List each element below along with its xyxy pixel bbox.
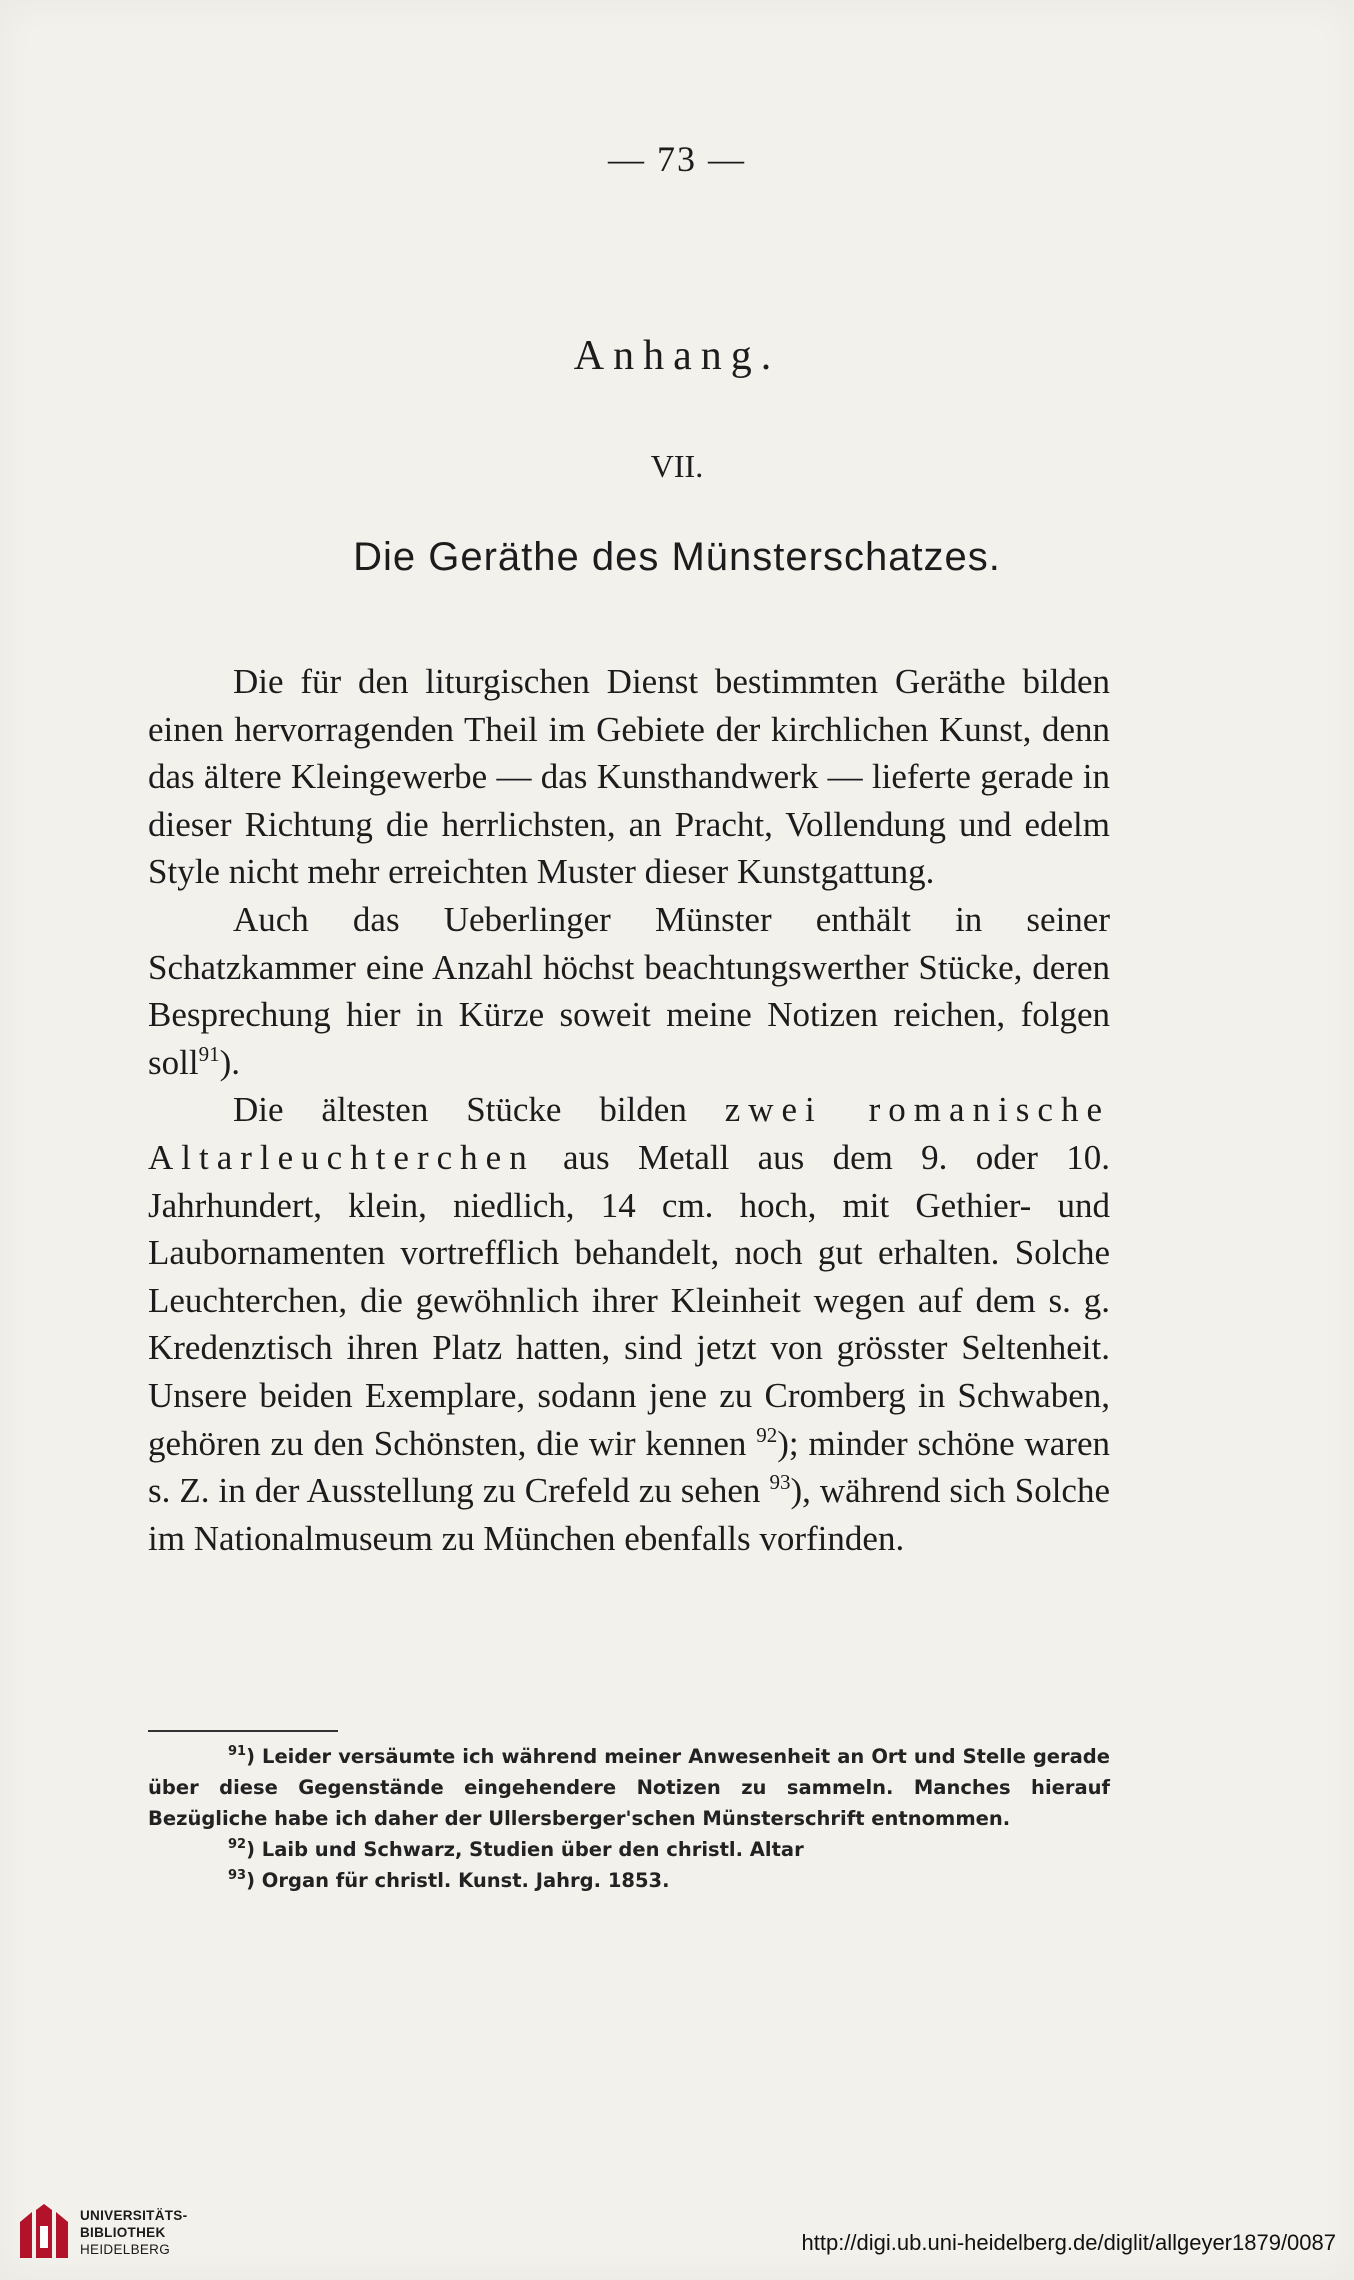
footnote-ref[interactable]: 92 [756,1422,778,1447]
page-number: — 73 — [608,139,746,179]
library-emblem-icon [14,2202,72,2262]
footnote: $^{91}$) Leider versäumte ich während meiner Anwesenheit an Ort und Stelle gerade über diese Gegenstände eingehendere Notizen zu sammeln. Manches hierauf Bezügliche habe ich daher der Ullersberger'schen Münsterschrift entnommen. [148,1744,1110,1830]
library-name: UNIVERSITÄTS- BIBLIOTHEK HEIDELBERG [80,2208,188,2257]
chapter-number: VII. [650,448,704,484]
section-title: Anhang. [573,333,781,379]
footnote-divider [148,1730,338,1732]
body-text [148,658,1110,1562]
source-url[interactable]: http://digi.ub.uni-heidelberg.de/diglit/allgeyer1879/0087 [801,2230,1336,2255]
footnotes [148,1741,1110,1896]
paragraph-1: Die für den liturgischen Dienst bestimmten Geräthe bilden einen hervorragenden Theil im Gebiete der kirchlichen Kunst, denn das ältere Kleingewerbe — das Kunsthandwerk — lieferte gerade in dieser Richtung die herrlichsten, an Pracht, Vollendung und edelm Style nicht mehr erreichten Muster dieser Kunstgattung. [148,662,1110,892]
footnote: $^{93}$) Organ für christl. Kunst. Jahrg. 1853. [228,1868,670,1892]
paragraph-2: Auch das Ueberlinger Münster enthält in seiner Schatzkammer eine Anzahl höchst beachtungswerther Stücke, deren Besprechung hier in Kürze soweit meine Notizen reichen, folgen soll$^{91}$). [148,899,1110,1082]
spaced-emphasis: zwei romanische Altarleuchterchen [148,1090,1110,1177]
footnote-ref[interactable]: 91 [198,1041,220,1066]
chapter-title: Die Geräthe des Münsterschatzes. [353,535,1001,579]
library-logo[interactable] [14,2202,194,2266]
footnote: $^{92}$) Laib und Schwarz, Studien über den christl. Altar [228,1837,804,1861]
footnote-ref[interactable]: 93 [769,1470,791,1495]
paragraph-3: Die ältesten Stücke bilden zwei romanische Altarleuchterchen aus Metall aus dem 9. oder 10. Jahrhundert, klein, niedlich, 14 cm. hoch, mit Gethier- und Laubornamenten vortrefflich behandelt, noch gut erhalten. Solche Leuchterchen, die gewöhnlich ihrer Kleinheit wegen auf dem s. g. Kredenztisch ihren Platz hatten, sind jetzt von grösster Seltenheit. Unsere beiden Exemplare, sodann jene zu Cromberg in Schwaben, gehören zu den Schönsten, die wir kennen $^{92}$); minder schöne waren s. Z. in der Ausstellung zu Crefeld zu sehen $^{93}$), während sich Solche im Nationalmuseum zu München ebenfalls vorfinden. [148,1090,1111,1558]
